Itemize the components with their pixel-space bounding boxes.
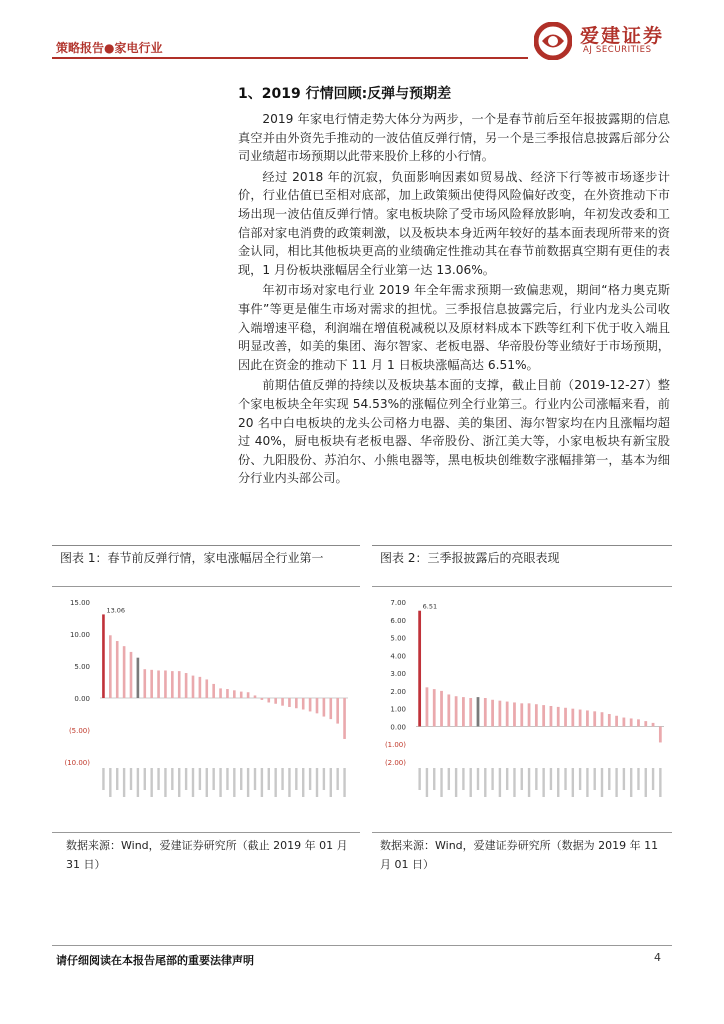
header-label: 策略报告●家电行业 [56, 41, 163, 55]
paragraph: 年初市场对家电行业 2019 年全年需求预期一致偏悲观，期间“格力奥克斯事件”等更是催生市场对需求的担忧。三季报信息披露完后，行业内龙头公司收入端增速平稳，利润端在增值税减税以及原材料成本下跌等红利下优于收入端且明显改善，如美的集团、海尔智家、老板电器、华帝股份等业绩好于市场预期，因此在资金的推动下 11 月 1 日板块涨幅高达 6.51%。 [238, 283, 670, 372]
bar [608, 714, 611, 726]
category-label-mark [309, 768, 311, 790]
bar [116, 641, 119, 698]
figure-2-source-rule [372, 832, 672, 833]
bar [477, 697, 480, 726]
y-tick-label: 10.00 [69, 631, 90, 639]
bar [316, 698, 319, 713]
bar [309, 698, 312, 711]
bar [542, 705, 545, 726]
footer-note: 请仔细阅读在本报告尾部的重要法律声明 [56, 954, 254, 967]
bar [240, 692, 243, 698]
category-label-mark [579, 768, 581, 790]
category-label-mark [130, 768, 132, 790]
category-label-mark [418, 768, 420, 790]
bar [185, 673, 188, 698]
bar [652, 723, 655, 727]
bar [247, 692, 250, 698]
category-label-mark [550, 768, 552, 790]
category-label-mark [484, 768, 486, 797]
bar [261, 698, 264, 700]
bar [295, 698, 298, 708]
figure-1-title-rule [52, 586, 360, 587]
bar [123, 646, 126, 698]
category-label-mark [542, 768, 544, 797]
category-label-mark [178, 768, 180, 797]
category-label-mark [219, 768, 221, 797]
bar [336, 698, 339, 724]
paragraph: 2019 年家电行情走势大体分为两步，一个是春节前后至年报披露期的信息真空并由外资先手推动的一波估值反弹行情，另一个是三季报信息披露后部分公司业绩超市场预期以此带来股价上移的小行情。 [238, 112, 670, 164]
bar [564, 708, 567, 727]
bar [630, 718, 633, 726]
bar [137, 658, 140, 698]
category-label-mark [330, 768, 332, 797]
bar [233, 690, 236, 698]
bar [178, 671, 181, 698]
logo-subtitle: AJ SECURITIES [583, 45, 652, 55]
category-label-mark [528, 768, 530, 797]
y-tick-label: 5.00 [390, 634, 406, 643]
bar [426, 687, 429, 726]
bar [462, 697, 465, 726]
category-label-mark [336, 768, 338, 790]
category-label-mark [608, 768, 610, 790]
category-label-mark [659, 768, 661, 797]
bar [528, 703, 531, 726]
bar [637, 719, 640, 726]
category-label-mark [499, 768, 501, 797]
bar [109, 635, 112, 698]
bar [143, 669, 146, 698]
y-tick-label: 4.00 [390, 652, 406, 661]
bar [520, 703, 523, 726]
bar [433, 689, 436, 726]
bar [498, 701, 501, 727]
category-label-mark [164, 768, 166, 797]
figure-1-source: 数据来源：Wind，爱建证券研究所（截止 2019 年 01 月 31 日） [66, 839, 348, 871]
bar [205, 679, 208, 698]
category-label-mark [157, 768, 159, 790]
category-label-mark [281, 768, 283, 790]
category-label-mark [323, 768, 325, 790]
category-label-mark [572, 768, 574, 797]
paragraph: 经过 2018 年的沉寂，负面影响因素如贸易战、经济下行等被市场逐步计价，行业估值已至相对底部，加上政策频出使得风险偏好改变，在外资推动下市场出现一波估值反弹行情。家电板块除了受市场风险释放影响，年初发改委和工信部对家电消费的政策刺激，以及板块本身近两年较好的基本面表现所带来的资金认同，相比其他板块更高的业绩确定性推动其在春节前数据真空期有更佳的表现，1 月份板块涨幅居全行业第一达 13.06%。 [238, 169, 670, 277]
category-label-mark [521, 768, 523, 790]
y-tick-label: (10.00) [64, 759, 90, 767]
category-label-mark [295, 768, 297, 790]
category-label-mark [535, 768, 537, 790]
figure-2-chart [372, 590, 672, 830]
y-tick-label: 7.00 [390, 599, 406, 607]
category-label-mark [630, 768, 632, 797]
bar [659, 726, 662, 742]
bar [418, 611, 421, 727]
body-text [238, 110, 670, 490]
figure-2-top-rule [372, 545, 672, 546]
category-label-mark [637, 768, 639, 790]
category-label-mark [586, 768, 588, 797]
bar [130, 652, 133, 698]
category-label-mark [268, 768, 270, 790]
category-label-mark [470, 768, 472, 797]
logo-icon [534, 22, 572, 60]
figure-1-chart [56, 590, 356, 830]
figure-2-source: 数据来源：Wind，爱建证券研究所（数据为 2019 年 11 月 01 日） [380, 839, 659, 871]
bar [219, 688, 222, 698]
header-divider [52, 57, 528, 59]
figure-1-title: 图表 1：春节前反弹行情，家电涨幅居全行业第一 [60, 551, 324, 565]
bar [550, 706, 553, 726]
bar [491, 700, 494, 727]
category-label-mark [150, 768, 152, 797]
y-tick-label: 6.00 [390, 616, 406, 625]
bar [274, 698, 277, 704]
bar [593, 711, 596, 726]
category-label-mark [557, 768, 559, 797]
bar [615, 716, 618, 727]
y-tick-label: 2.00 [390, 687, 406, 696]
category-label-mark [247, 768, 249, 797]
section-title: 1、2019 行情回顾:反弹与预期差 [238, 86, 452, 102]
bar [281, 698, 284, 706]
category-label-mark [455, 768, 457, 797]
category-label-mark [491, 768, 493, 790]
category-label-mark [137, 768, 139, 797]
bar [506, 702, 509, 727]
y-tick-label: 0.00 [74, 695, 90, 703]
y-tick-label: (5.00) [68, 727, 90, 735]
bar [601, 712, 604, 726]
category-label-mark [274, 768, 276, 797]
category-label-mark [302, 768, 304, 797]
bar [440, 691, 443, 727]
category-label-mark [123, 768, 125, 797]
y-tick-label: 0.00 [390, 723, 406, 732]
bar [164, 670, 167, 698]
y-tick-label: 1.00 [390, 705, 406, 714]
category-label-mark [343, 768, 345, 797]
bar [212, 684, 215, 698]
category-label-mark [144, 768, 146, 790]
bar [447, 694, 450, 726]
category-label-mark [199, 768, 201, 790]
data-label: 6.51 [422, 602, 438, 611]
category-label-mark [506, 768, 508, 790]
bar [622, 718, 625, 727]
category-label-mark [261, 768, 263, 797]
bar [535, 704, 538, 726]
y-tick-label: 3.00 [390, 670, 406, 679]
category-label-mark [615, 768, 617, 797]
bar [557, 707, 560, 727]
y-tick-label: 5.00 [74, 663, 90, 671]
category-label-mark [652, 768, 654, 790]
category-label-mark [645, 768, 647, 797]
category-label-mark [206, 768, 208, 797]
category-label-mark [116, 768, 118, 790]
bar [484, 698, 487, 726]
category-label-mark [462, 768, 464, 790]
y-tick-label: (2.00) [384, 759, 406, 767]
y-tick-label: 15.00 [69, 599, 90, 607]
bar [254, 695, 257, 698]
figure-1-top-rule [52, 545, 360, 546]
category-label-mark [564, 768, 566, 790]
category-label-mark [102, 768, 104, 790]
bar [192, 676, 195, 698]
figure-2-title-rule [372, 586, 672, 587]
category-label-mark [477, 768, 479, 790]
figure-1-source-rule [52, 832, 360, 833]
bar [469, 698, 472, 726]
category-label-mark [601, 768, 603, 797]
category-label-mark [623, 768, 625, 790]
bar [644, 721, 647, 726]
category-label-mark [288, 768, 290, 797]
bar [150, 670, 153, 698]
category-label-mark [513, 768, 515, 797]
page-number: 4 [654, 951, 661, 964]
bar [343, 698, 346, 739]
bar [157, 670, 160, 698]
footer-divider [52, 945, 672, 946]
category-label-mark [316, 768, 318, 797]
bar [171, 671, 174, 698]
y-tick-label: (1.00) [384, 741, 406, 750]
bar [579, 710, 582, 727]
category-label-mark [185, 768, 187, 790]
category-label-mark [440, 768, 442, 797]
category-label-mark [226, 768, 228, 790]
bar [329, 698, 332, 719]
category-label-mark [109, 768, 111, 797]
category-label-mark [212, 768, 214, 790]
bar [455, 696, 458, 726]
category-label-mark [448, 768, 450, 790]
bar [302, 698, 305, 710]
category-label-mark [240, 768, 242, 790]
paragraph: 前期估值反弹的持续以及板块基本面的支撑，截止目前（2019-12-27）整个家电板块全年实现 54.53%的涨幅位列全行业第三。行业内公司涨幅来看，前 20 名中白电板块的龙头公司格力电器、美的集团、海尔智家均在内且涨幅均超过 40%，厨电板块有老板电器、华帝股份、浙江美大等，小家电板块有新宝股份、九阳股份、苏泊尔、小熊电器等，黑电板块创维数字涨幅排第一，基本为细分行业内头部公司。 [238, 378, 670, 486]
category-label-mark [433, 768, 435, 790]
category-label-mark [254, 768, 256, 790]
bar [323, 698, 326, 717]
bar [571, 709, 574, 727]
bar [288, 698, 291, 707]
bar [513, 702, 516, 726]
bar [267, 698, 270, 702]
category-label-mark [171, 768, 173, 790]
category-label-mark [233, 768, 235, 797]
bar [102, 614, 105, 698]
data-label: 13.06 [106, 606, 126, 615]
category-label-mark [426, 768, 428, 797]
bar [199, 677, 202, 698]
bar [226, 689, 229, 698]
figure-2-title: 图表 2：三季报披露后的亮眼表现 [380, 551, 560, 565]
bar [586, 710, 589, 726]
category-label-mark [192, 768, 194, 797]
logo-text: 爱建证券 [580, 25, 665, 47]
category-label-mark [594, 768, 596, 790]
